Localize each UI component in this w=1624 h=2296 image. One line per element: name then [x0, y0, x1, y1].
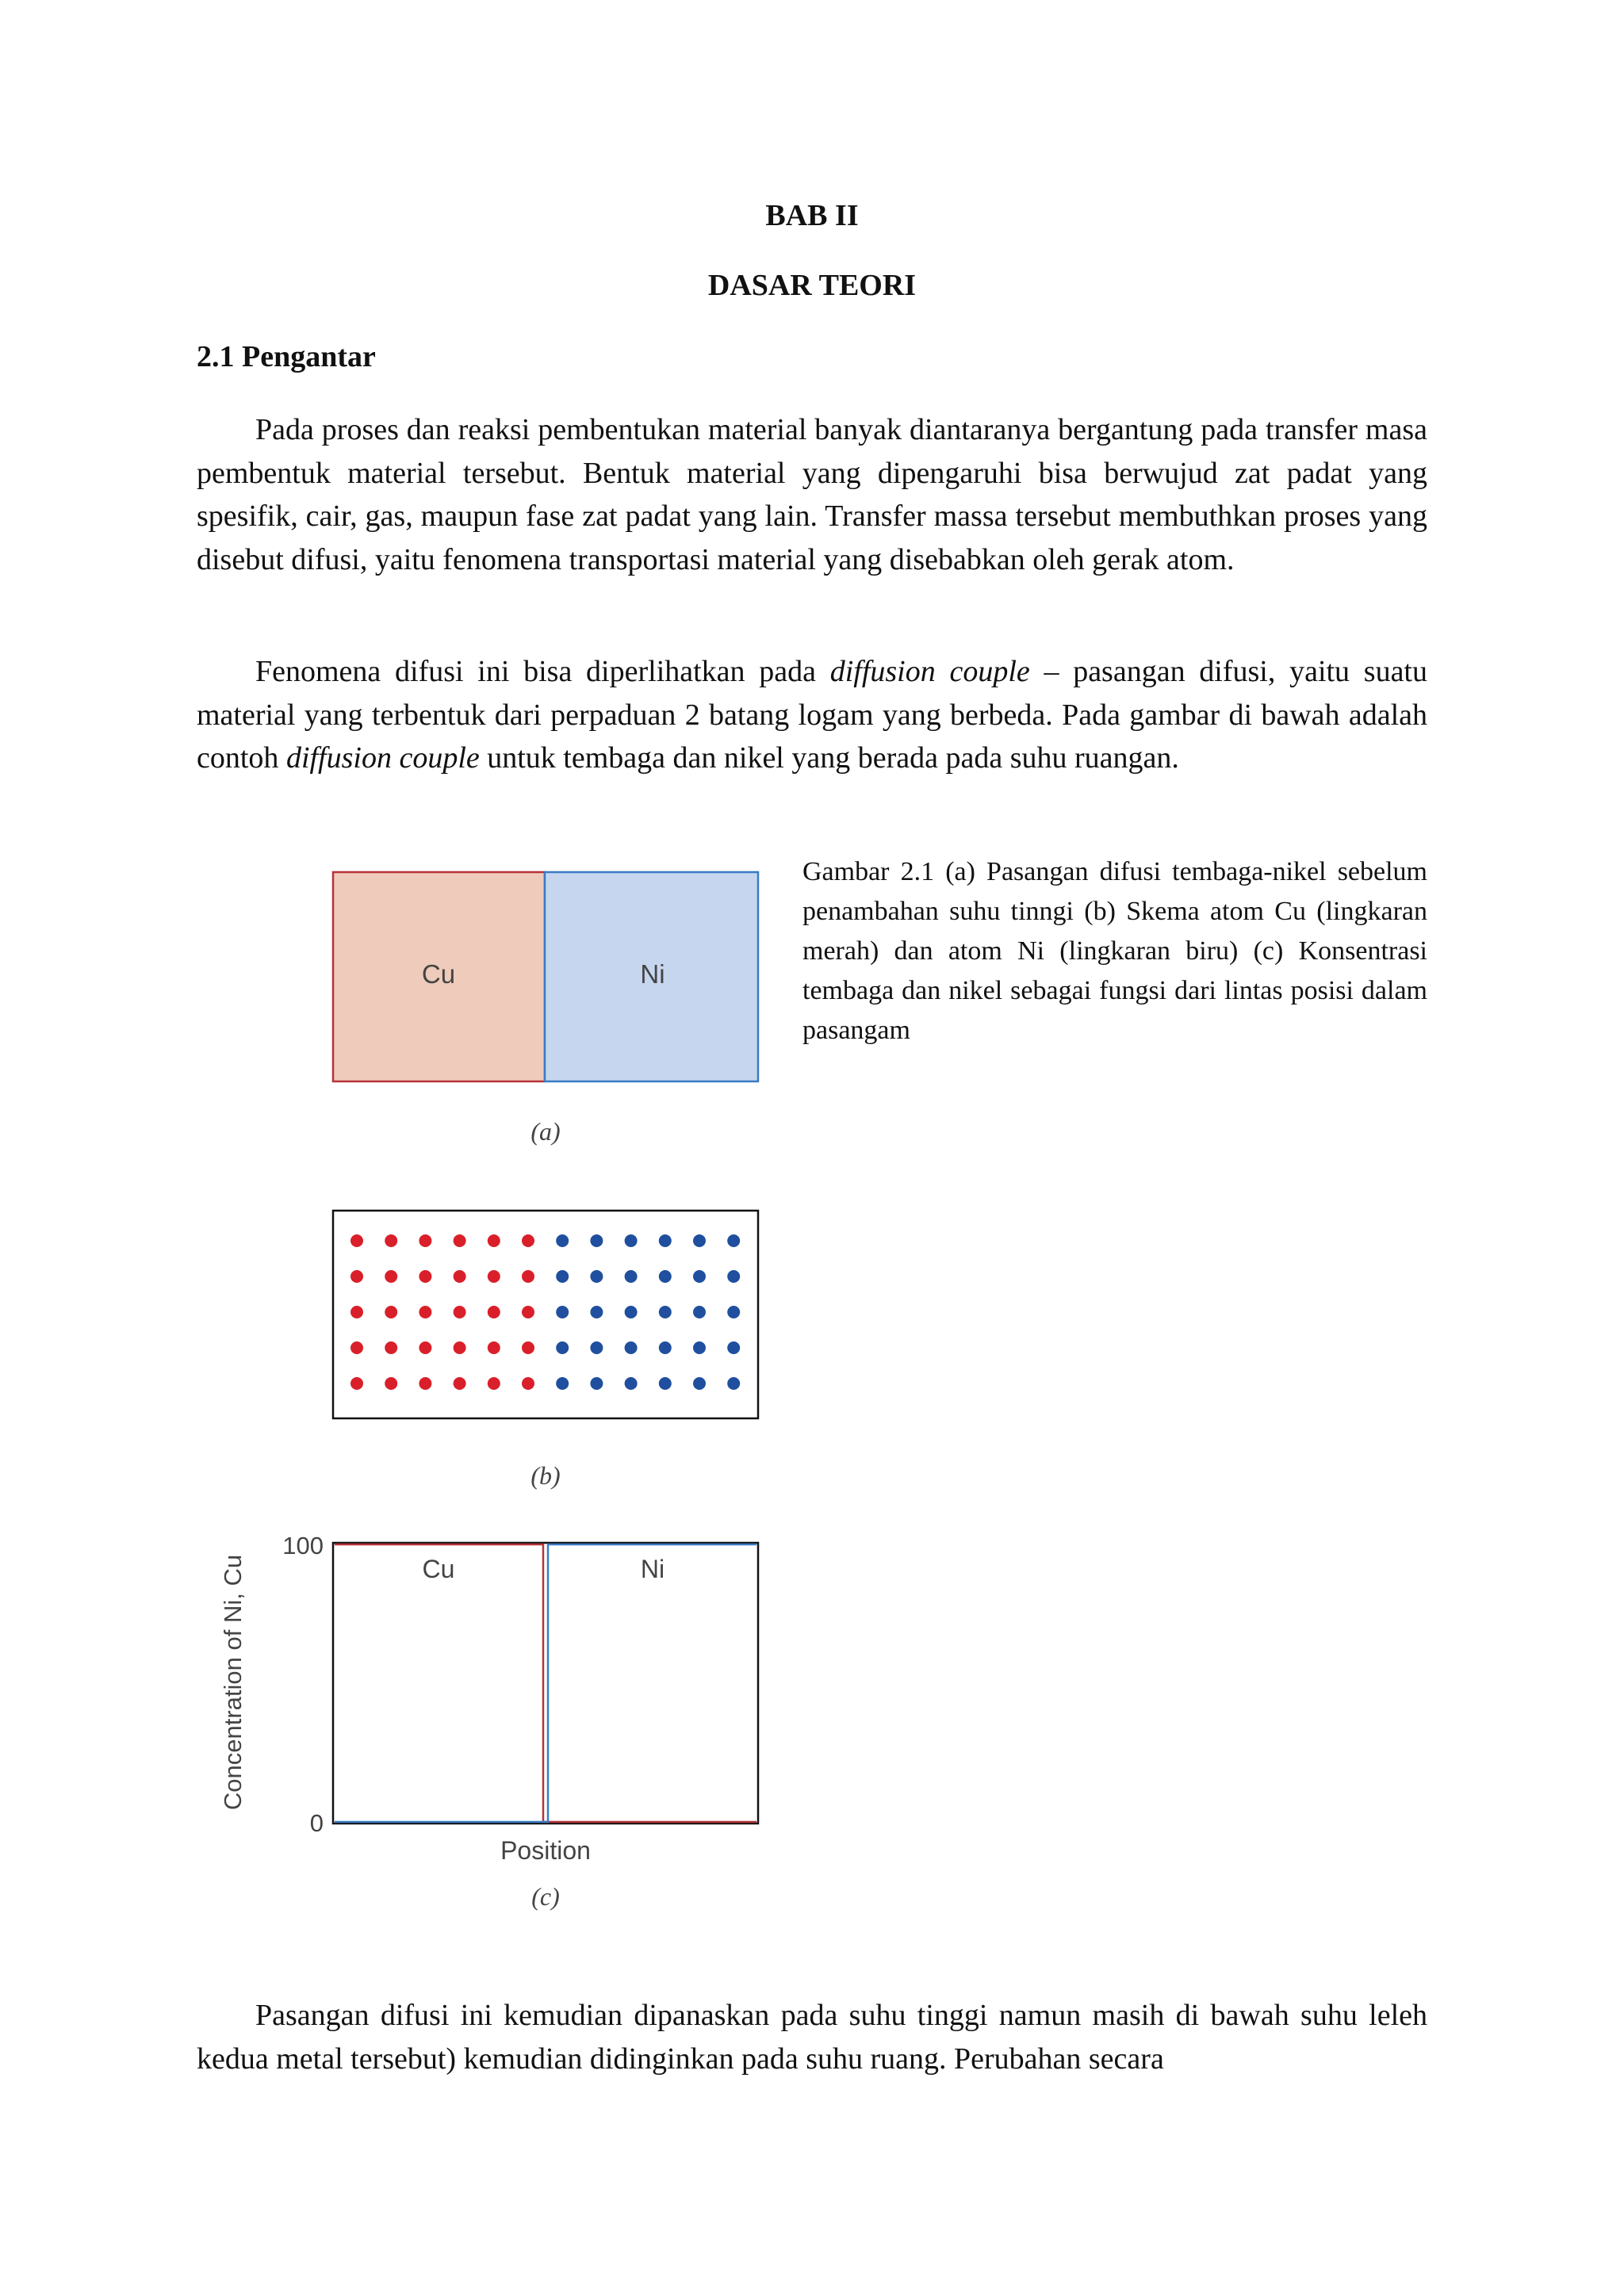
panel-b	[333, 1211, 758, 1490]
panel-c	[219, 1532, 758, 1911]
cu-atom	[454, 1270, 466, 1283]
ni-atom	[693, 1377, 706, 1390]
cu-atom	[522, 1234, 534, 1247]
cu-atom	[385, 1234, 397, 1247]
ni-atom	[556, 1377, 569, 1390]
ni-atom	[625, 1270, 638, 1283]
cu-atom	[350, 1234, 363, 1247]
ni-atom	[727, 1234, 740, 1247]
emphasis-term: diffusion couple	[829, 655, 1030, 688]
y-tick-100: 100	[282, 1532, 324, 1559]
cu-atom	[419, 1234, 431, 1247]
ni-atom	[659, 1306, 672, 1318]
ni-atom	[590, 1234, 603, 1247]
cu-atom	[488, 1234, 500, 1247]
cu-atom	[454, 1377, 466, 1390]
ni-atom	[693, 1306, 706, 1318]
cu-atom	[522, 1306, 534, 1318]
panel-c-label: (c)	[531, 1882, 560, 1911]
ni-atom	[693, 1234, 706, 1247]
ni-atom	[659, 1377, 672, 1390]
panel-a-label: (a)	[530, 1117, 561, 1146]
panel-b-label: (b)	[530, 1461, 561, 1490]
cu-atom	[350, 1341, 363, 1354]
paragraph-heating: Pasangan difusi ini kemudian dipanaskan pada suhu tinggi namun masih di bawah suhu leleh kedua metal tersebut) kemudian didinginkan pada suhu ruang. Perubahan secara	[197, 1999, 1427, 2076]
cu-atom	[522, 1270, 534, 1283]
ni-atom	[590, 1377, 603, 1390]
cu-atom	[454, 1234, 466, 1247]
paragraph-text: Fenomena difusi ini bisa diperlihatkan pada	[255, 655, 830, 688]
cu-atom	[350, 1270, 363, 1283]
plot-frame	[333, 1543, 758, 1823]
chapter-title: DASAR TEORI	[707, 269, 917, 302]
ni-atom	[590, 1306, 603, 1318]
ni-atom	[693, 1341, 706, 1354]
panel-a	[333, 872, 758, 1146]
paragraph-intro: Pada proses dan reaksi pembentukan material banyak diantaranya bergantung pada transfer masa pembentuk material tersebut. Bentuk material yang dipengaruhi bisa berwujud zat padat yang spesifik, cair, gas, maupun fase zat padat yang lain. Transfer massa tersebut membuthkan proses yang disebut difusi, yaitu fenomena transportasi material yang disebabkan oleh gerak atom.	[197, 413, 1427, 576]
emphasis-term: diffusion couple	[285, 741, 480, 775]
y-axis-label: Concentration of Ni, Cu	[219, 1554, 247, 1811]
ni-atom	[556, 1306, 569, 1318]
cu-atom	[488, 1341, 500, 1354]
cu-atom	[454, 1341, 466, 1354]
ni-atom	[693, 1270, 706, 1283]
cu-atom	[522, 1377, 534, 1390]
cu-atom	[522, 1341, 534, 1354]
figure-caption: Gambar 2.1 (a) Pasangan difusi tembaga-nikel sebelum penambahan suhu tinngi (b) Skema atom Cu (lingkaran merah) dan atom Ni (lingkaran biru) (c) Konsentrasi tembaga dan nikel sebagai fungsi dari lintas posisi dalam pasangam	[802, 857, 1427, 1045]
ni-atom	[556, 1234, 569, 1247]
cu-atom	[488, 1270, 500, 1283]
ni-atom	[556, 1341, 569, 1354]
ni-atom	[625, 1234, 638, 1247]
cu-atom	[350, 1377, 363, 1390]
ni-atom	[625, 1341, 638, 1354]
cu-atom	[385, 1270, 397, 1283]
ni-atom	[625, 1306, 638, 1318]
cu-atom	[488, 1377, 500, 1390]
y-tick-0: 0	[309, 1809, 324, 1837]
ni-atom	[556, 1270, 569, 1283]
cu-atom	[419, 1270, 431, 1283]
cu-atom	[419, 1341, 431, 1354]
cu-atom	[419, 1377, 431, 1390]
paragraph-text: – pasangan difusi, yaitu suatu material yang terbentuk dari perpaduan 2 batang logam yang berbeda. Pada gambar di bawah adalah contoh	[197, 655, 1427, 775]
ni-atom	[625, 1377, 638, 1390]
ni-atom	[659, 1341, 672, 1354]
paragraph-text: untuk tembaga dan nikel yang berada pada suhu ruangan.	[479, 741, 1179, 775]
cu-atom	[488, 1306, 500, 1318]
ni-atom	[727, 1306, 740, 1318]
cu-atom	[419, 1306, 431, 1318]
ni-atom	[727, 1341, 740, 1354]
x-axis-label: Position	[500, 1836, 591, 1865]
ni-atom	[659, 1270, 672, 1283]
cu-atom	[350, 1306, 363, 1318]
ni-atom	[590, 1341, 603, 1354]
cu-atom	[385, 1306, 397, 1318]
cu-atom	[385, 1377, 397, 1390]
ni-atom	[659, 1234, 672, 1247]
ni-block-label: Ni	[640, 959, 665, 989]
ni-atom	[727, 1377, 740, 1390]
cu-atom	[454, 1306, 466, 1318]
cu-block-label: Cu	[421, 959, 456, 989]
ni-atom	[727, 1270, 740, 1283]
plot-cu-label: Cu	[422, 1555, 455, 1583]
plot-ni-label: Ni	[640, 1555, 665, 1583]
chapter-number: BAB II	[765, 199, 859, 232]
cu-atom	[385, 1341, 397, 1354]
ni-atom	[590, 1270, 603, 1283]
section-heading: 2.1 Pengantar	[197, 340, 376, 373]
